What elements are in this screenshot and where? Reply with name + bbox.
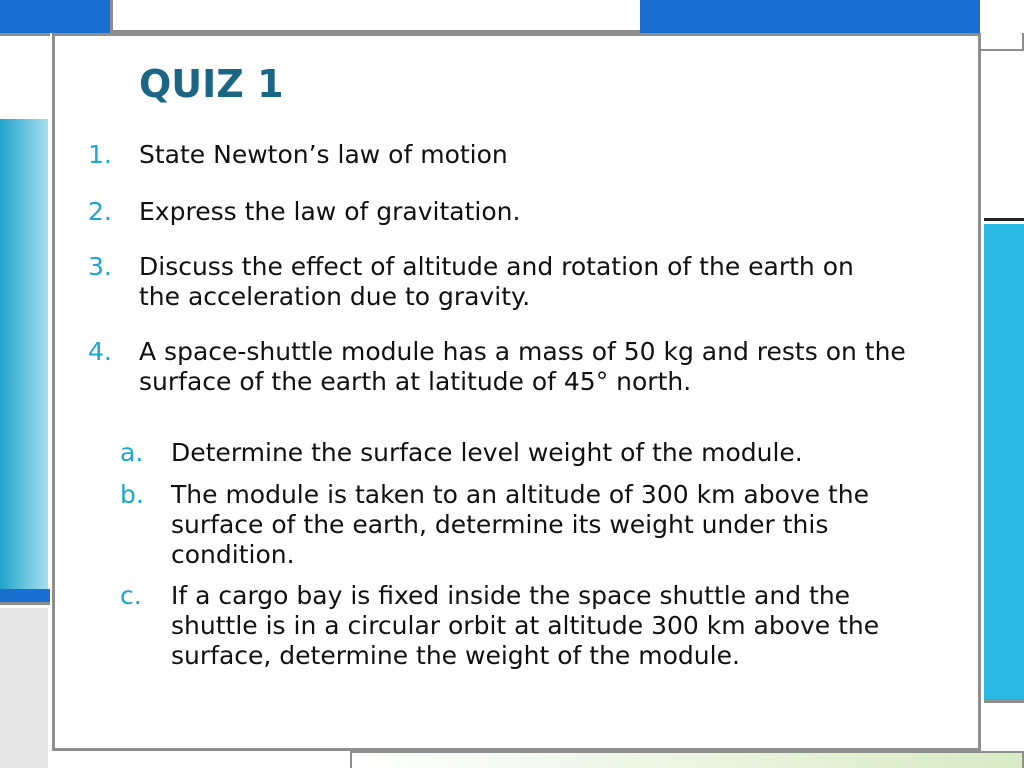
subquestion-letter: a. — [120, 438, 144, 467]
subquestion-letter: c. — [120, 581, 142, 610]
question-number: 2. — [88, 197, 112, 226]
question-item-4 — [88, 337, 929, 397]
deco-blue-top-left — [0, 0, 110, 33]
question-text: State Newton’s law of motion — [139, 140, 508, 169]
deco-left-blue-line — [0, 589, 50, 605]
question-item-2 — [88, 197, 939, 227]
question-text: Express the law of gravitation. — [139, 197, 521, 226]
deco-left-strip-white — [0, 33, 50, 119]
subquestion-item-c — [120, 581, 941, 671]
subquestion-text: If a cargo bay is fixed inside the space shuttle and the shuttle is in a circular orbit at altitude 300 km above the surface, determine the weight of the module. — [171, 581, 880, 670]
deco-right-strip-cyan — [984, 224, 1024, 700]
question-item-3 — [88, 252, 899, 312]
question-text: Discuss the effect of altitude and rotation of the earth on the acceleration due to gravity. — [139, 252, 854, 311]
deco-gray-top-band — [110, 0, 640, 33]
question-number: 3. — [88, 252, 112, 281]
deco-blue-top-right — [640, 0, 980, 33]
deco-left-strip-gray — [0, 608, 48, 768]
subquestion-text: Determine the surface level weight of the module. — [171, 438, 803, 467]
subquestion-letter: b. — [120, 480, 144, 509]
question-item-1 — [88, 140, 939, 170]
question-text: A space-shuttle module has a mass of 50 kg and rests on the surface of the earth at latitude of 45° north. — [139, 337, 906, 396]
question-number: 1. — [88, 140, 112, 169]
question-number: 4. — [88, 337, 112, 366]
subquestion-text: The module is taken to an altitude of 300 km above the surface of the earth, determine its weight under this condition. — [171, 480, 870, 569]
subquestion-item-b — [120, 480, 901, 570]
slide-title: QUIZ 1 — [139, 62, 284, 106]
deco-left-strip-cyan — [0, 119, 48, 589]
deco-right-strip-white — [984, 51, 1024, 221]
subquestion-item-a — [120, 438, 961, 468]
deco-bottom-green-band — [350, 751, 1024, 768]
